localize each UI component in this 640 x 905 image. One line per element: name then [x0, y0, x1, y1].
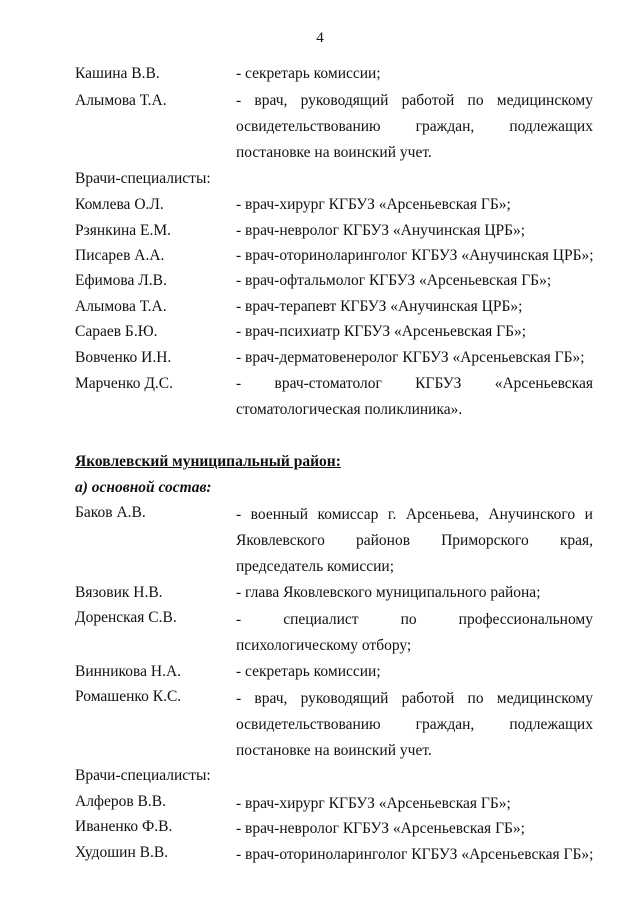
specialist-role: - врач-терапевт КГБУЗ «Анучинская ЦРБ»;: [236, 298, 523, 315]
member-role-line: - военный комиссар г. Арсеньева, Анучинского и: [236, 506, 593, 523]
specialist-role: - врач-оториноларинголог КГБУЗ «Анучинская ЦРБ»;: [236, 247, 594, 264]
member-role-line: председатель комиссии;: [236, 558, 395, 575]
specialist-role: - врач-оториноларинголог КГБУЗ «Арсеньевская ГБ»;: [236, 846, 594, 863]
member-name: Вязовик Н.В.: [75, 584, 163, 601]
member-name: Ромашенко К.С.: [75, 688, 182, 705]
specialists-label: Врачи-специалисты:: [75, 767, 211, 784]
specialist-name: Вовченко И.Н.: [75, 349, 172, 366]
member-name: Баков А.В.: [75, 504, 146, 521]
member-role-line: Яковлевского районов Приморского края,: [236, 532, 593, 549]
specialist-name: Сараев Б.Ю.: [75, 323, 158, 340]
specialist-role: - врач-офтальмолог КГБУЗ «Арсеньевская ГБ»;: [236, 272, 552, 289]
specialist-role: - врач-невролог КГБУЗ «Арсеньевская ГБ»;: [236, 820, 525, 837]
member-role-line: - врач, руководящий работой по медицинскому: [236, 92, 593, 109]
specialist-name: Комлева О.Л.: [75, 196, 164, 213]
specialist-role: - врач-невролог КГБУЗ «Анучинская ЦРБ»;: [236, 222, 526, 239]
specialist-name: Марченко Д.С.: [75, 375, 174, 392]
specialist-role: - врач-психиатр КГБУЗ «Арсеньевская ГБ»;: [236, 323, 527, 340]
specialist-name: Ефимова Л.В.: [75, 272, 167, 289]
specialist-role-line: - врач-стоматолог КГБУЗ «Арсеньевская: [236, 375, 593, 392]
member-name: Винникова Н.А.: [75, 663, 182, 680]
member-role-line: освидетельствованию граждан, подлежащих: [236, 716, 593, 733]
specialist-role: - врач-хирург КГБУЗ «Арсеньевская ГБ»;: [236, 196, 511, 213]
section-title: Яковлевский муниципальный район:: [75, 453, 341, 470]
member-role-line: - специалист по профессиональному: [236, 611, 593, 628]
specialist-name: Рзянкина Е.М.: [75, 222, 172, 239]
member-role-line: постановке на воинский учет.: [236, 742, 432, 759]
member-role-line: психологическому отбору;: [236, 637, 412, 654]
member-role: - секретарь комиссии;: [236, 65, 381, 82]
member-name: Алымова Т.А.: [75, 92, 167, 109]
member-role-line: освидетельствованию граждан, подлежащих: [236, 118, 593, 135]
specialists-label: Врачи-специалисты:: [75, 170, 211, 187]
member-role-line: - врач, руководящий работой по медицинскому: [236, 690, 593, 707]
specialist-name: Алымова Т.А.: [75, 298, 167, 315]
member-name: Доренская С.В.: [75, 609, 177, 626]
specialist-name: Худошин В.В.: [75, 844, 169, 861]
member-role-line: постановке на воинский учет.: [236, 144, 432, 161]
member-role: - секретарь комиссии;: [236, 663, 381, 680]
specialist-name: Писарев А.А.: [75, 247, 165, 264]
specialist-role: - врач-дерматовенеролог КГБУЗ «Арсеньевская ГБ»;: [236, 349, 585, 366]
page-number: 4: [316, 30, 324, 46]
member-name: Кашина В.В.: [75, 65, 160, 82]
specialist-role: - врач-хирург КГБУЗ «Арсеньевская ГБ»;: [236, 795, 511, 812]
specialist-role-line: стоматологическая поликлиника».: [236, 401, 463, 418]
member-role: - глава Яковлевского муниципального района;: [236, 584, 541, 601]
subsection-title: а) основной состав:: [75, 479, 212, 496]
specialist-name: Алферов В.В.: [75, 793, 166, 810]
specialist-name: Иваненко Ф.В.: [75, 818, 173, 835]
